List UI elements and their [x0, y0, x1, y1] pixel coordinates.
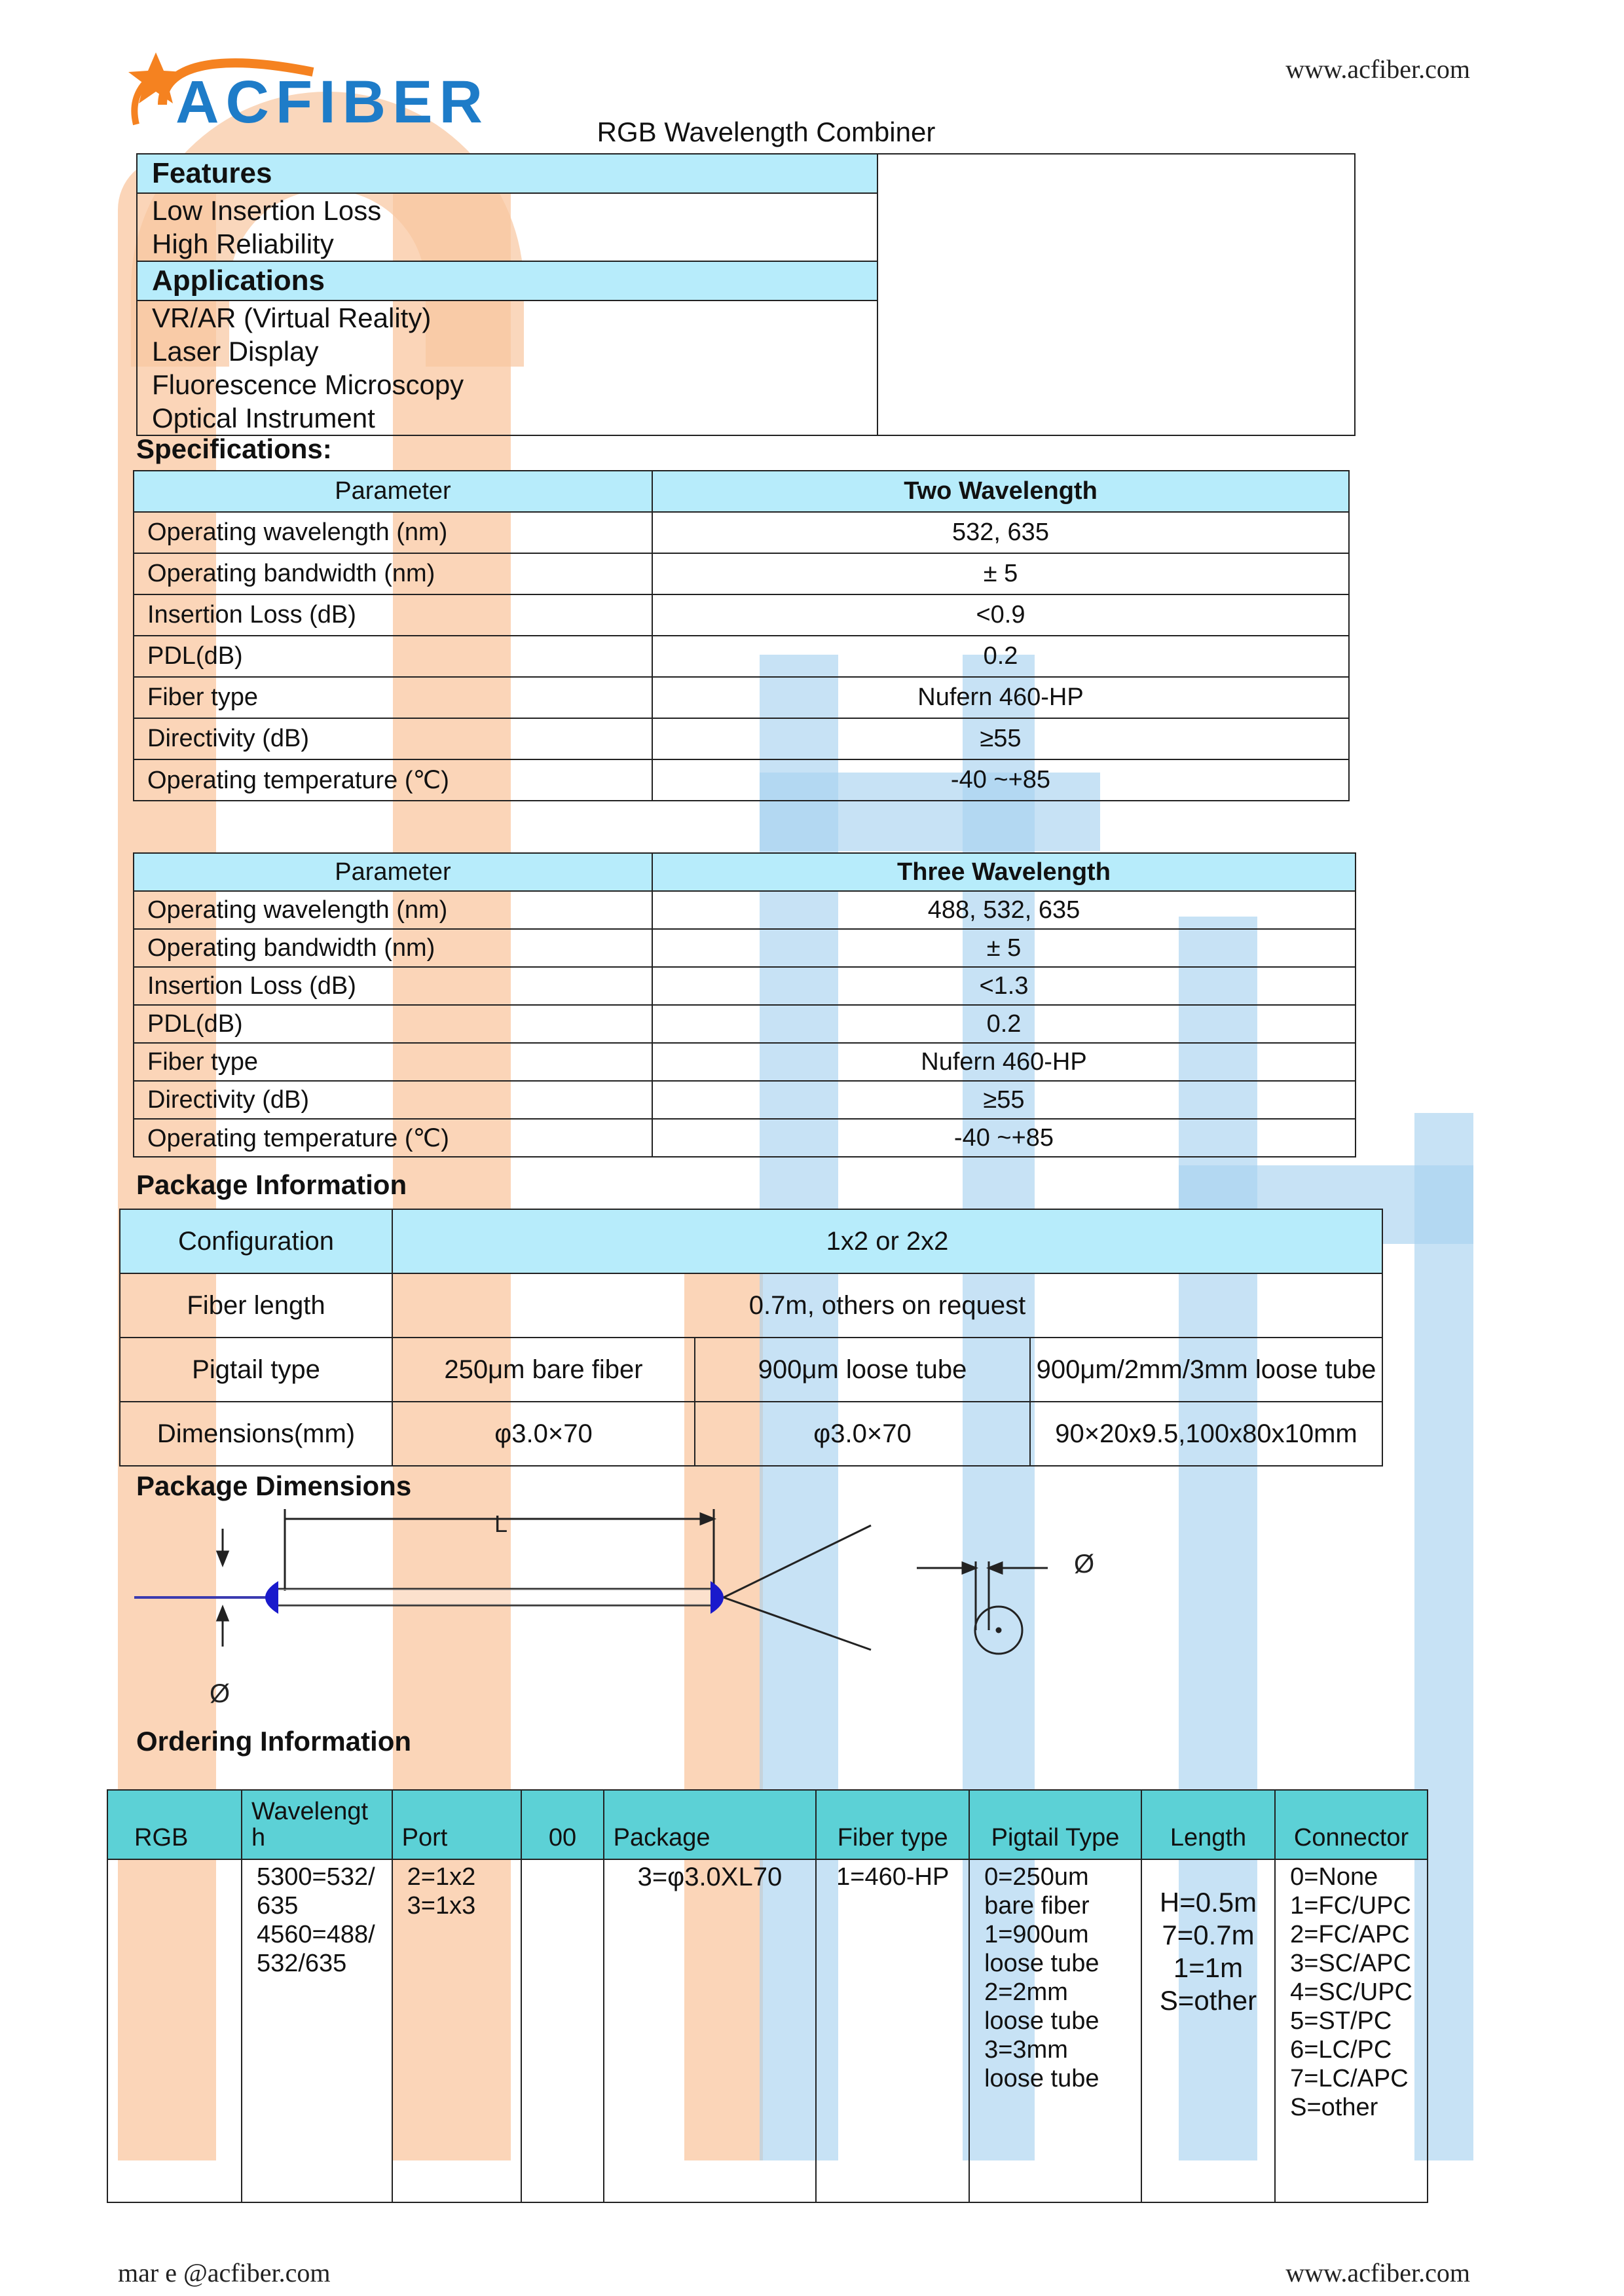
table-row [134, 636, 1349, 677]
features-image-cell [877, 154, 1355, 435]
application-item: VR/AR (Virtual Reality) [152, 302, 432, 333]
ordering-header: Wavelength [242, 1790, 392, 1859]
dimensions-value: 90×20x9.5,100x80x10mm [1030, 1402, 1382, 1466]
spec-value: ≥55 [652, 718, 1349, 759]
spec-value: -40 ~+85 [652, 759, 1349, 801]
specifications-heading: Specifications: [136, 433, 332, 464]
ordering-header: Pigtail Type [969, 1790, 1141, 1859]
pigtail-type-value: 900μm/2mm/3mm loose tube [1030, 1338, 1382, 1402]
table-row [134, 1081, 1356, 1119]
ordering-wavelength-cell: 5300=532/ 635 4560=488/ 532/635 [242, 1859, 392, 2202]
spec-param: Operating bandwidth (nm) [134, 553, 652, 594]
ordering-header: Length [1141, 1790, 1275, 1859]
table-row [134, 594, 1349, 636]
spec-value: 0.2 [652, 1005, 1356, 1043]
spec-param: Insertion Loss (dB) [134, 594, 652, 636]
spec-three-header-value: Three Wavelength [652, 853, 1356, 891]
spec-param: Operating wavelength (nm) [134, 891, 652, 929]
dimension-label-L: L [494, 1510, 508, 1537]
table-row [134, 1043, 1356, 1081]
spec-two-header-param: Parameter [134, 471, 652, 512]
dimensions-value: φ3.0×70 [392, 1402, 695, 1466]
spec-value: 0.2 [652, 636, 1349, 677]
ordering-package-cell: 3=φ3.0XL70 [604, 1859, 817, 2202]
dimensions-label: Dimensions(mm) [120, 1402, 392, 1466]
table-row [134, 718, 1349, 759]
table-row [134, 553, 1349, 594]
ordering-rgb-cell [107, 1859, 242, 2202]
header-url[interactable]: www.acfiber.com [1285, 54, 1470, 84]
table-row [134, 759, 1349, 801]
features-table [136, 153, 1356, 436]
footer-url[interactable]: www.acfiber.com [1285, 2258, 1470, 2287]
ordering-connector-cell: 0=None 1=FC/UPC 2=FC/APC 3=SC/APC 4=SC/UPC 5=ST/PC 6=LC/PC 7=LC/APC S=other [1275, 1859, 1428, 2202]
spec-param: Directivity (dB) [134, 718, 652, 759]
ordering-00-cell [521, 1859, 603, 2202]
document-title: RGB Wavelength Combiner [597, 117, 936, 147]
table-row [134, 512, 1349, 553]
features-list [137, 193, 877, 261]
fiber-length-value: 0.7m, others on request [392, 1273, 1382, 1338]
ordering-fiber-type-cell: 1=460-HP [816, 1859, 969, 2202]
configuration-value: 1x2 or 2x2 [392, 1209, 1382, 1273]
spec-param: PDL(dB) [134, 1005, 652, 1043]
spec-three-header-param: Parameter [134, 853, 652, 891]
ordering-header: Fiber type [816, 1790, 969, 1859]
table-row [134, 677, 1349, 718]
pigtail-type-value: 900μm loose tube [695, 1338, 1030, 1402]
table-row [134, 929, 1356, 967]
spec-param: PDL(dB) [134, 636, 652, 677]
table-row [134, 1005, 1356, 1043]
pigtail-type-label: Pigtail type [120, 1338, 392, 1402]
ordering-header: Port [392, 1790, 522, 1859]
spec-value: <1.3 [652, 967, 1356, 1005]
tube-end-cap-left [265, 1581, 278, 1614]
table-row [134, 967, 1356, 1005]
spec-value: 488, 532, 635 [652, 891, 1356, 929]
spec-value: ± 5 [652, 553, 1349, 594]
feature-item: High Reliability [152, 228, 334, 259]
spec-value: 532, 635 [652, 512, 1349, 553]
spec-two-wavelength-table [133, 470, 1350, 801]
spec-param: Fiber type [134, 1043, 652, 1081]
ordering-table [107, 1789, 1428, 2203]
ordering-port-cell: 2=1x2 3=1x3 [392, 1859, 522, 2202]
spec-param: Operating wavelength (nm) [134, 512, 652, 553]
tube-end-cap-right [710, 1581, 724, 1614]
spec-param: Insertion Loss (dB) [134, 967, 652, 1005]
logo-text: ACFIBER [175, 69, 489, 136]
spec-value: <0.9 [652, 594, 1349, 636]
features-heading: Features [137, 154, 877, 193]
spec-param: Directivity (dB) [134, 1081, 652, 1119]
spec-value: Nufern 460-HP [652, 1043, 1356, 1081]
table-row [134, 891, 1356, 929]
feature-item: Low Insertion Loss [152, 195, 382, 226]
ordering-info-heading: Ordering Information [136, 1726, 411, 1757]
package-info-heading: Package Information [136, 1169, 407, 1200]
spec-two-header-value: Two Wavelength [652, 471, 1349, 512]
spec-param: Operating bandwidth (nm) [134, 929, 652, 967]
application-item: Optical Instrument [152, 403, 375, 433]
spec-value: Nufern 460-HP [652, 677, 1349, 718]
ordering-pigtail-cell: 0=250um bare fiber 1=900um loose tube 2=2mm loose tube 3=3mm loose tube [969, 1859, 1141, 2202]
application-item: Laser Display [152, 336, 319, 367]
dimension-lines [217, 1509, 1048, 1654]
package-info-table [119, 1209, 1383, 1467]
spec-param: Operating temperature (℃) [134, 759, 652, 801]
dimensions-value: φ3.0×70 [695, 1402, 1030, 1466]
configuration-label: Configuration [120, 1209, 392, 1273]
spec-value: ≥55 [652, 1081, 1356, 1119]
ordering-length-cell: H=0.5m 7=0.7m 1=1m S=other [1141, 1859, 1275, 2202]
dimension-label-phi: Ø [1074, 1550, 1095, 1578]
applications-heading: Applications [137, 261, 877, 301]
ordering-header: 00 [521, 1790, 603, 1859]
spec-param: Fiber type [134, 677, 652, 718]
spec-value: -40 ~+85 [652, 1119, 1356, 1157]
tube-body [272, 1589, 714, 1605]
footer-email[interactable]: mar e @acfiber.com [118, 2258, 331, 2287]
spec-three-wavelength-table [133, 852, 1356, 1157]
applications-list [137, 301, 877, 435]
package-dimensions-heading: Package Dimensions [136, 1470, 412, 1501]
spec-param: Operating temperature (℃) [134, 1119, 652, 1157]
ordering-header: Connector [1275, 1790, 1428, 1859]
spec-value: ± 5 [652, 929, 1356, 967]
dimension-label-phi-small: Ø [210, 1679, 231, 1708]
ordering-header: Package [604, 1790, 817, 1859]
package-dimension-drawing [131, 1499, 1153, 1722]
table-row [134, 1119, 1356, 1157]
application-item: Fluorescence Microscopy [152, 369, 464, 400]
ordering-header: RGB [107, 1790, 242, 1859]
fiber-length-label: Fiber length [120, 1273, 392, 1338]
pigtail-type-value: 250μm bare fiber [392, 1338, 695, 1402]
